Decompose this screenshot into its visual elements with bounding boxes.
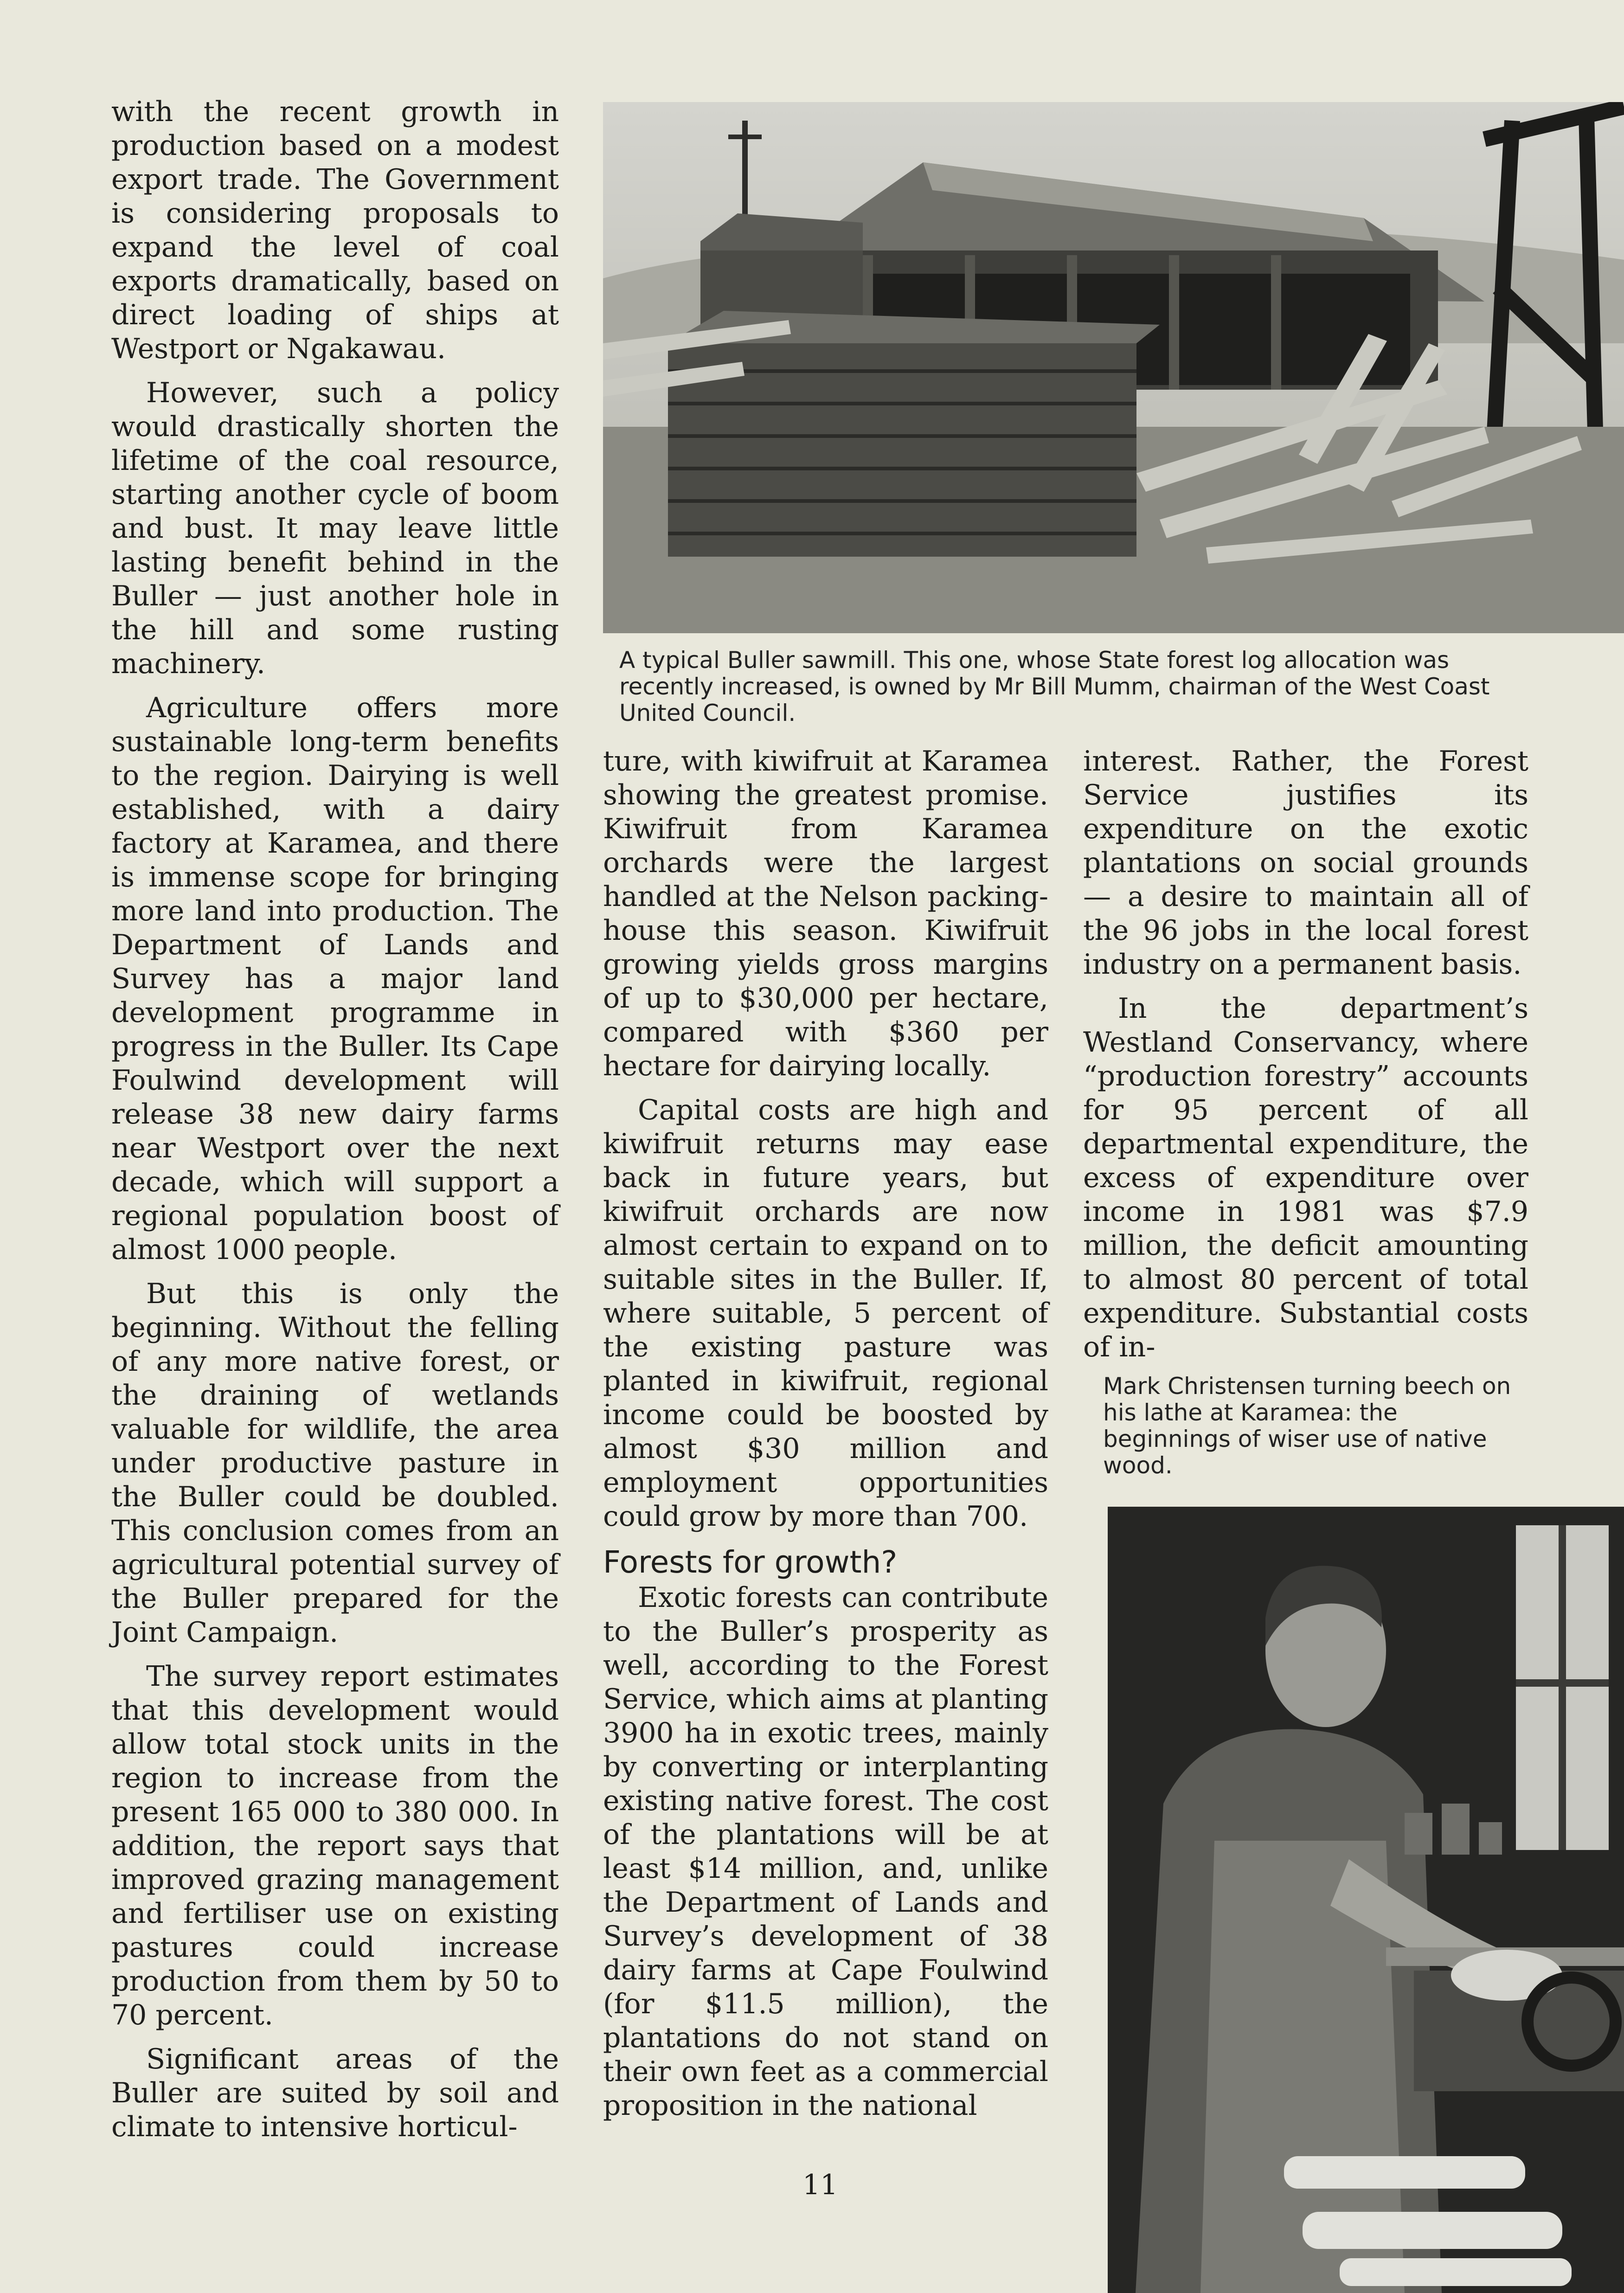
sawmill-photo: [603, 102, 1624, 633]
lathe-photo-caption: Mark Christensen turning beech on his lathe at Karamea: the beginnings of wiser use of native wood.: [1103, 1373, 1511, 1479]
paragraph: Exotic forests can contribute to the Buller’s prosperity as well, according to the Forest Service, which aims at planting 3900 ha in exotic trees, mainly by converting or interplanting existing native forest. The cost of the plantations will be at least $14 million, and, unlike the Department of Lands and Survey’s development of 38 dairy farms at Cape Foulwind (for $11.5 million), the plantations do not stand on their own feet as a commercial proposition in the national: [603, 1581, 1048, 2122]
section-subheading: Forests for growth?: [603, 1544, 898, 1580]
paragraph: However, such a policy would drastically shorten the lifetime of the coal resource, starting another cycle of boom and bust. It may leave little lasting benefit behind in the Buller — just another hole in the hill and some rusting machinery.: [111, 377, 559, 680]
page-number: 11: [802, 2169, 838, 2201]
woodturner-photo: [1108, 1507, 1624, 2293]
paragraph: ture, with kiwifruit at Karamea showing the greatest promise. Kiwifruit from Karamea orchards were the largest handled at the Nelson packing-house this season. Kiwifruit growing yields gross margins of up to $30,000 per hectare, compared with $360 per hectare for dairying locally.: [603, 745, 1048, 1082]
paragraph: Capital costs are high and kiwifruit returns may ease back in future years, but kiwifruit orchards are now almost certain to expand on to suitable sites in the Buller. If, where suitable, 5 percent of the existing pasture was planted in kiwifruit, regional income could be boosted by almost $30 million and employment opportunities could grow by more than 700.: [603, 1094, 1048, 1533]
text-column-3: [1083, 745, 1528, 1375]
sawmill-illustration: [603, 102, 1624, 633]
text-column-1: [111, 95, 559, 2154]
paragraph: But this is only the beginning. Without the felling of any more native forest, or the draining of wetlands valuable for wildlife, the area under productive pasture in the Buller could be doubled. This conclusion comes from an agricultural potential survey of the Buller prepared for the Joint Campaign.: [111, 1278, 559, 1649]
text-column-2: [603, 745, 1048, 2133]
sawmill-photo-caption: A typical Buller sawmill. This one, whose State forest log allocation was recently increased, is owned by Mr Bill Mumm, chairman of the West Coast United Council.: [619, 647, 1490, 726]
paragraph: The survey report estimates that this development would allow total stock units in the region to increase from the present 165 000 to 380 000. In addition, the report says that improved grazing management and fertiliser use on existing pastures could increase production from them by 50 to 70 percent.: [111, 1660, 559, 2031]
paragraph: interest. Rather, the Forest Service justifies its expenditure on the exotic plantations on social grounds — a desire to maintain all of the 96 jobs in the local forest industry on a permanent basis.: [1083, 745, 1528, 981]
paragraph: with the recent growth in production based on a modest export trade. The Government is considering proposals to expand the level of coal exports dramatically, based on direct loading of ships at Westport or Ngakawau.: [111, 96, 559, 365]
paragraph: Agriculture offers more sustainable long-term benefits to the region. Dairying is well established, with a dairy factory at Karamea, and there is immense scope for bringing more land into production. The Department of Lands and Survey has a major land development programme in progress in the Buller. Its Cape Foulwind development will release 38 new dairy farms near Westport over the next decade, which will support a regional population boost of almost 1000 people.: [111, 692, 559, 1266]
paragraph: Significant areas of the Buller are suited by soil and climate to intensive horticul-: [111, 2043, 559, 2143]
woodturner-illustration: [1108, 1507, 1624, 2293]
paragraph: In the department’s Westland Conservancy, where “production forestry” accounts for 95 percent of all departmental expenditure, the excess of expenditure over income in 1981 was $7.9 million, the deficit amounting to almost 80 percent of total expenditure. Substantial costs of in-: [1083, 992, 1528, 1363]
